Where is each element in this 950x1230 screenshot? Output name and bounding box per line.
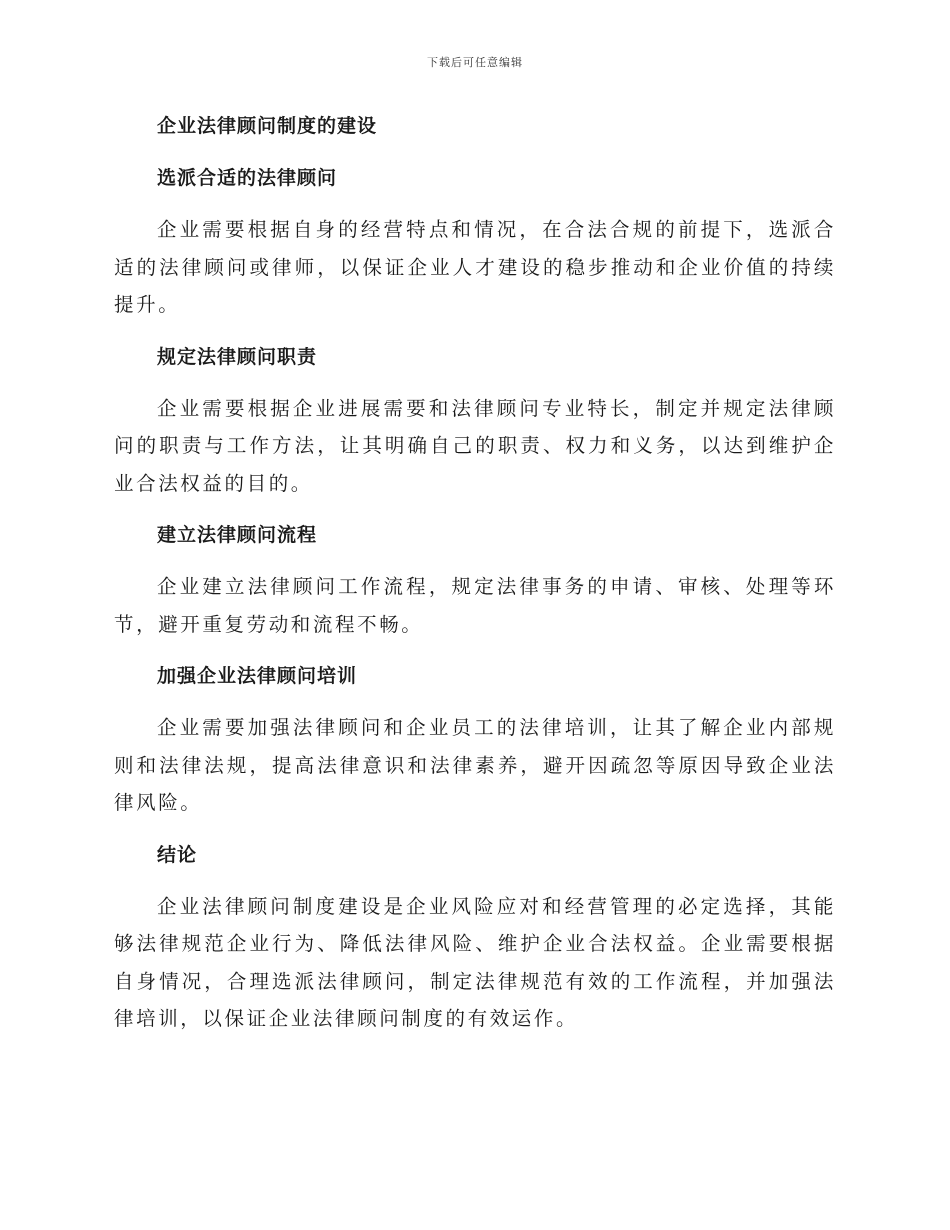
section-body-define-duties: 企业需要根据企业进展需要和法律顾问专业特长，制定并规定法律顾问的职责与工作方法，让其明确自己的职责、权力和义务，以达到维护企业合法权益的目的。 [114,396,836,495]
section-heading-training: 加强企业法律顾问培训 [157,665,358,687]
section-heading-build-process: 建立法律顾问流程 [157,524,318,546]
document-title: 企业法律顾问制度的建设 [157,115,378,137]
page-header-note: 下载后可任意编辑 [427,56,523,69]
section-heading-select-counsel: 选派合适的法律顾问 [157,167,338,189]
section-heading-define-duties: 规定法律顾问职责 [157,345,318,368]
section-body-select-counsel: 企业需要根据自身的经营特点和情况，在合法合规的前提下，选派合适的法律顾问或律师，以保证企业人才建设的稳步推动和企业价值的持续提升。 [114,218,836,316]
document-body [114,108,836,1053]
section-body-conclusion: 企业法律顾问制度建设是企业风险应对和经营管理的必定选择，其能够法律规范企业行为、降低法律风险、维护企业合法权益。企业需要根据自身情况，合理选派法律顾问，制定法律规范有效的工作流程，并加强法律培训，以保证企业法律顾问制度的有效运作。 [114,894,836,1030]
section-body-training: 企业需要加强法律顾问和企业员工的法律培训，让其了解企业内部规则和法律法规，提高法律意识和法律素养，避开因疏忽等原因导致企业法律风险。 [114,716,836,814]
section-body-build-process: 企业建立法律顾问工作流程，规定法律事务的申请、审核、处理等环节，避开重复劳动和流程不畅。 [114,575,836,636]
section-heading-conclusion: 结论 [157,843,198,866]
